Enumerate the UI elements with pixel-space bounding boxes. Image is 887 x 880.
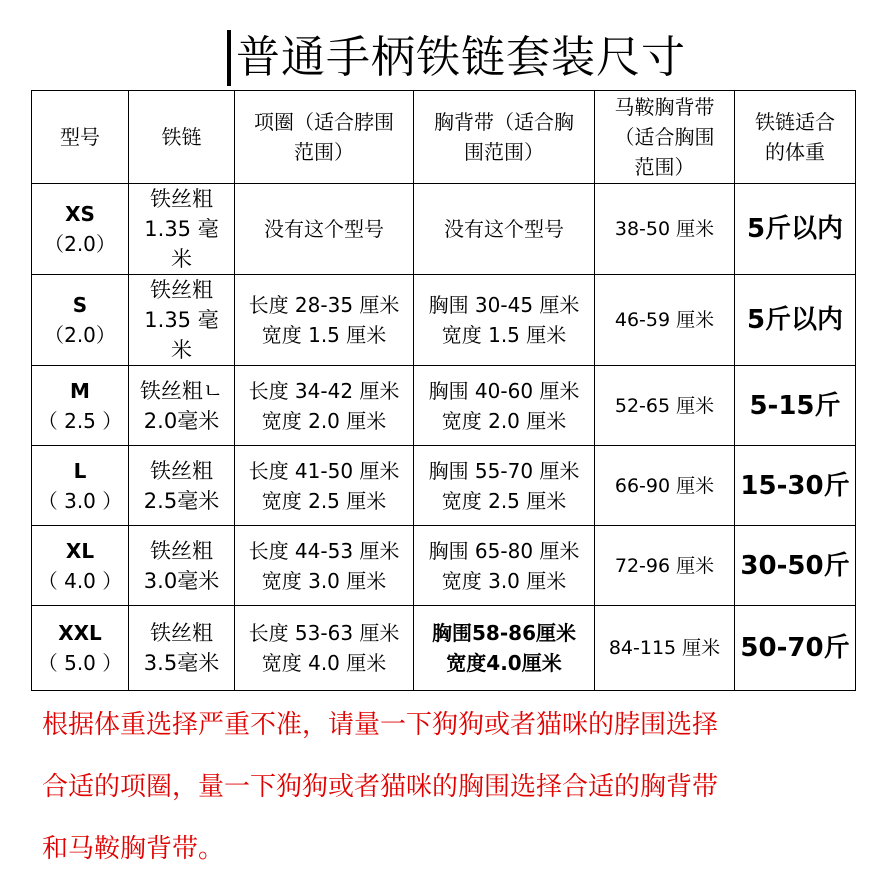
note-line: 根据体重选择严重不准，请量一下狗狗或者猫咪的脖围选择 [42, 710, 719, 740]
header-weight: 铁链适合 的体重 [735, 91, 856, 184]
weight-cell: 15-30斤 [735, 446, 856, 526]
size-table [31, 90, 856, 691]
header-chest-harness: 胸背带（适合胸 围范围） [414, 91, 595, 184]
weight-cell: 5-15斤 [735, 366, 856, 446]
size-cell: XS （2.0） [32, 184, 129, 275]
header-model: 型号 [32, 91, 129, 184]
size-cell: XL （ 4.0 ） [32, 526, 129, 606]
table-row [32, 526, 856, 606]
header-saddle-harness: 马鞍胸背带 （适合胸围 范围） [595, 91, 735, 184]
chest-harness-cell: 胸围 40-60 厘米 宽度 2.0 厘米 [414, 366, 595, 446]
saddle-harness-cell: 38-50 厘米 [595, 184, 735, 275]
weight-cell: 50-70斤 [735, 606, 856, 691]
note-line: 合适的项圈，量一下狗狗或者猫咪的胸围选择合适的胸背带 [42, 772, 719, 802]
weight-cell: 5斤以内 [735, 275, 856, 366]
table-row [32, 275, 856, 366]
chest-harness-cell: 胸围 65-80 厘米 宽度 3.0 厘米 [414, 526, 595, 606]
chain-cell: 铁丝粗 3.5毫米 [129, 606, 235, 691]
header-chain: 铁链 [129, 91, 235, 184]
table-row [32, 606, 856, 691]
saddle-harness-cell: 66-90 厘米 [595, 446, 735, 526]
collar-cell: 长度 34-42 厘米 宽度 2.0 厘米 [235, 366, 414, 446]
size-cell: XXL （ 5.0 ） [32, 606, 129, 691]
header-collar: 项圈（适合脖围 范围） [235, 91, 414, 184]
sizing-note [42, 694, 872, 880]
collar-cell: 长度 53-63 厘米 宽度 4.0 厘米 [235, 606, 414, 691]
collar-cell: 长度 41-50 厘米 宽度 2.5 厘米 [235, 446, 414, 526]
collar-cell: 没有这个型号 [235, 184, 414, 275]
table-row [32, 184, 856, 275]
collar-cell: 长度 44-53 厘米 宽度 3.0 厘米 [235, 526, 414, 606]
size-cell: L （ 3.0 ） [32, 446, 129, 526]
collar-cell: 长度 28-35 厘米 宽度 1.5 厘米 [235, 275, 414, 366]
title-cursor-bar [227, 30, 231, 86]
chest-harness-cell: 胸围 55-70 厘米 宽度 2.5 厘米 [414, 446, 595, 526]
note-line: 和马鞍胸背带。 [42, 834, 225, 864]
saddle-harness-cell: 72-96 厘米 [595, 526, 735, 606]
table-row [32, 446, 856, 526]
chain-cell: 铁丝粗ㄴ 2.0毫米 [129, 366, 235, 446]
saddle-harness-cell: 46-59 厘米 [595, 275, 735, 366]
chain-cell: 铁丝粗 2.5毫米 [129, 446, 235, 526]
table-header-row [32, 91, 856, 184]
saddle-harness-cell: 84-115 厘米 [595, 606, 735, 691]
size-cell: S （2.0） [32, 275, 129, 366]
chest-harness-cell: 没有这个型号 [414, 184, 595, 275]
weight-cell: 30-50斤 [735, 526, 856, 606]
table-row [32, 366, 856, 446]
chain-cell: 铁丝粗 1.35 毫 米 [129, 275, 235, 366]
chest-harness-cell: 胸围 30-45 厘米 宽度 1.5 厘米 [414, 275, 595, 366]
chest-harness-cell: 胸围58-86厘米 宽度4.0厘米 [414, 606, 595, 691]
chain-cell: 铁丝粗 3.0毫米 [129, 526, 235, 606]
chain-cell: 铁丝粗 1.35 毫 米 [129, 184, 235, 275]
weight-cell: 5斤以内 [735, 184, 856, 275]
size-cell: M （ 2.5 ） [32, 366, 129, 446]
page-title: 普通手柄铁链套装尺寸 [236, 32, 686, 83]
saddle-harness-cell: 52-65 厘米 [595, 366, 735, 446]
